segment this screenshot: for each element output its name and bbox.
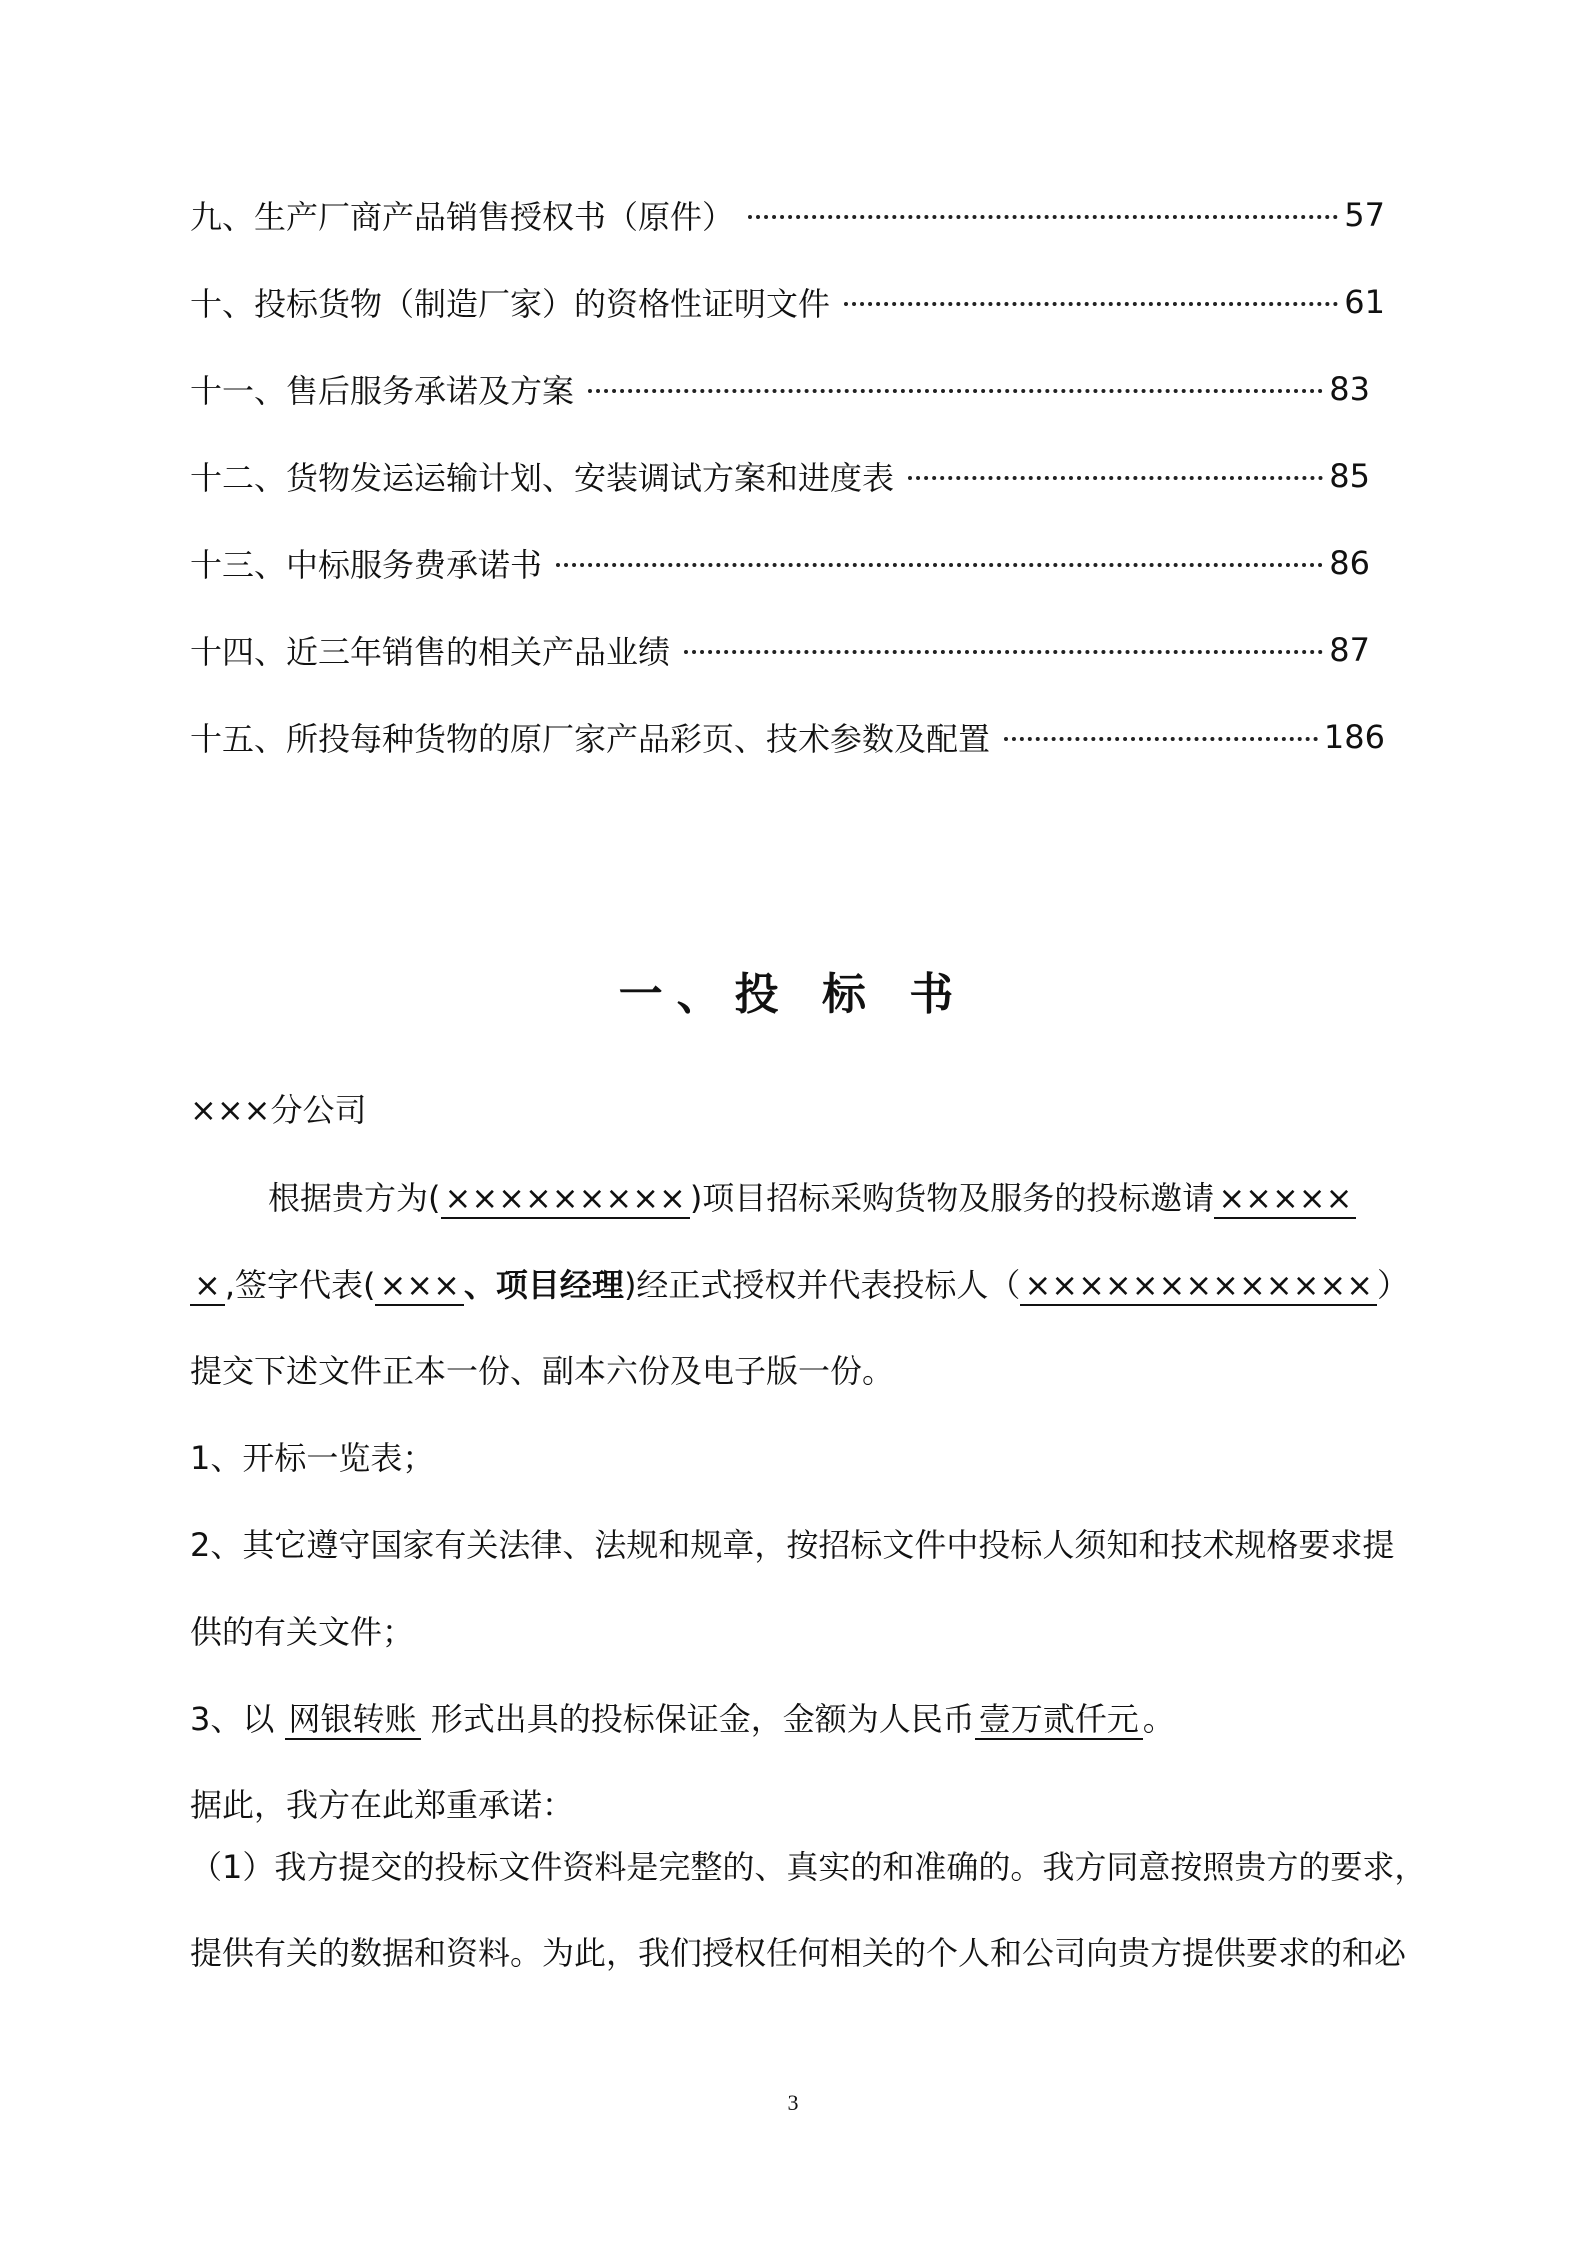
toc-entry-title: 十三、中标服务费承诺书 bbox=[190, 546, 543, 584]
blank-signatory: ××× bbox=[375, 1266, 463, 1306]
list-item: 1、开标一览表； bbox=[190, 1439, 435, 1477]
blank-project-name: ××××××××× bbox=[441, 1179, 690, 1219]
toc-entry-page: 186 bbox=[1323, 718, 1385, 756]
toc-entry-title: 九、生产厂商产品销售授权书（原件） bbox=[190, 198, 735, 236]
text-segment: 根据贵方为( bbox=[268, 1179, 441, 1217]
toc-entry-page: 83 bbox=[1329, 370, 1370, 408]
text-segment: ） bbox=[1377, 1266, 1410, 1304]
commitment-item: （1）我方提交的投标文件资料是完整的、真实的和准确的。我方同意按照贵方的要求， bbox=[190, 1848, 1427, 1886]
blank-invitation-no: ××××× bbox=[1214, 1179, 1356, 1219]
paragraph-line bbox=[268, 1173, 1356, 1223]
toc-entry-page: 86 bbox=[1329, 544, 1370, 582]
list-item: 2、其它遵守国家有关法律、法规和规章，按招标文件中投标人须知和技术规格要求提 bbox=[190, 1526, 1395, 1564]
toc-entry-title: 十、投标货物（制造厂家）的资格性证明文件 bbox=[190, 285, 831, 323]
text-segment: )项目招标采购货物及服务的投标邀请 bbox=[689, 1179, 1215, 1217]
toc-entry-page: 85 bbox=[1329, 457, 1370, 495]
blank-deposit-amount: 壹万贰仟元 bbox=[975, 1700, 1143, 1740]
toc-leader-dots bbox=[908, 476, 1323, 480]
toc-entry-page: 61 bbox=[1344, 283, 1385, 321]
text-segment: 3、以 bbox=[190, 1700, 275, 1738]
toc-leader-dots bbox=[1004, 737, 1318, 741]
blank-invitation-no-cont: × bbox=[190, 1266, 225, 1306]
paragraph-line: 提交下述文件正本一份、副本六份及电子版一份。 bbox=[190, 1352, 895, 1390]
commitment-item-continued: 提供有关的数据和资料。为此，我们授权任何相关的个人和公司向贵方提供要求的和必 bbox=[190, 1934, 1407, 1972]
toc-leader-dots bbox=[588, 389, 1323, 393]
paragraph-line bbox=[190, 1260, 1409, 1310]
toc-entry[interactable] bbox=[190, 712, 1385, 762]
toc-leader-dots bbox=[844, 302, 1338, 306]
commitment-intro: 据此，我方在此郑重承诺： bbox=[190, 1786, 575, 1824]
text-segment: 形式出具的投标保证金，金额为人民币 bbox=[430, 1700, 975, 1738]
list-item-continued: 供的有关文件； bbox=[190, 1613, 415, 1651]
text-segment: ,签字代表( bbox=[224, 1266, 376, 1304]
toc-entry-title: 十一、售后服务承诺及方案 bbox=[190, 372, 575, 410]
blank-bidder-name: ××××××××××××× bbox=[1020, 1266, 1377, 1306]
toc-leader-dots bbox=[748, 215, 1338, 219]
section-heading: 一、投 标 书 bbox=[618, 969, 968, 1020]
toc-entry-page: 87 bbox=[1329, 631, 1370, 669]
toc-entry[interactable] bbox=[190, 451, 1370, 501]
toc-entry-title: 十二、货物发运运输计划、安装调试方案和进度表 bbox=[190, 459, 895, 497]
page-number: 3 bbox=[787, 2090, 799, 2115]
toc-entry[interactable] bbox=[190, 625, 1370, 675]
addressee: ×××分公司 bbox=[190, 1091, 367, 1129]
toc-entry[interactable] bbox=[190, 277, 1385, 327]
toc-entry[interactable] bbox=[190, 538, 1370, 588]
text-segment: 。 bbox=[1142, 1700, 1175, 1738]
toc-leader-dots bbox=[556, 563, 1323, 567]
blank-payment-method: 网银转账 bbox=[285, 1700, 421, 1740]
list-item bbox=[190, 1694, 1175, 1744]
toc-leader-dots bbox=[684, 650, 1323, 654]
toc-entry-title: 十四、近三年销售的相关产品业绩 bbox=[190, 633, 671, 671]
text-segment: )经正式授权并代表投标人（ bbox=[623, 1266, 1021, 1304]
toc-entry-title: 十五、所投每种货物的原厂家产品彩页、技术参数及配置 bbox=[190, 720, 991, 758]
toc-entry[interactable] bbox=[190, 364, 1370, 414]
signatory-role: 、项目经理 bbox=[463, 1266, 624, 1304]
toc-entry[interactable] bbox=[190, 190, 1385, 240]
toc-entry-page: 57 bbox=[1344, 196, 1385, 234]
